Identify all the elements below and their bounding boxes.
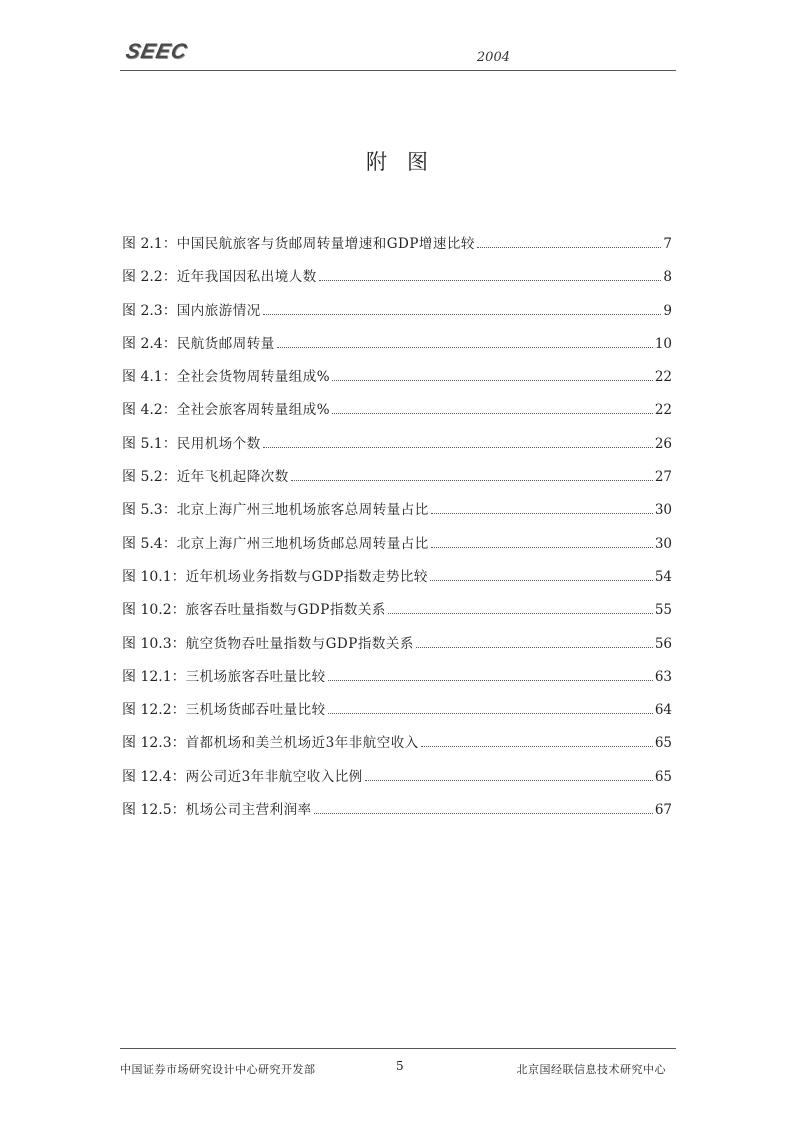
dot-leader	[263, 314, 662, 315]
figure-label: 图 12.5：	[122, 802, 186, 819]
figure-title: 中国民航旅客与货邮周转量增速和GDP增速比较	[176, 236, 475, 252]
figure-label: 图 5.2：	[122, 469, 177, 486]
figure-page-number: 7	[663, 236, 672, 252]
toc-entry[interactable]	[122, 232, 672, 265]
figure-label: 图 4.2：	[122, 402, 177, 419]
figure-title: 航空货物吞吐量指数与GDP指数关系	[185, 635, 414, 652]
figure-label: 图 5.1：	[122, 435, 177, 452]
dot-leader	[431, 547, 653, 548]
header-year: 2004	[476, 50, 510, 65]
figure-label: 图 2.1：	[122, 236, 177, 252]
page-title	[0, 146, 794, 176]
toc-entry[interactable]	[122, 332, 672, 365]
figure-page-number: 22	[654, 402, 672, 419]
toc-entry[interactable]	[122, 299, 672, 332]
toc-entry[interactable]	[122, 432, 672, 465]
figure-label: 图 12.2：	[122, 702, 186, 719]
dot-leader	[388, 613, 653, 614]
figure-page-number: 67	[654, 802, 672, 819]
figure-title: 首都机场和美兰机场近3年非航空收入	[185, 735, 419, 752]
figure-page-number: 55	[654, 602, 672, 619]
figure-title: 旅客吞吐量指数与GDP指数关系	[185, 602, 386, 619]
figure-page-number: 30	[654, 535, 672, 552]
toc-entry[interactable]	[122, 565, 672, 598]
figure-label: 图 12.1：	[122, 668, 186, 685]
figure-page-number: 54	[654, 568, 672, 585]
figure-page-number: 10	[654, 335, 672, 352]
dot-leader	[477, 247, 661, 248]
toc-entry[interactable]	[122, 498, 672, 531]
page-number: 5	[396, 1059, 404, 1073]
toc-entry[interactable]	[122, 265, 672, 298]
toc-entry[interactable]	[122, 765, 672, 798]
seec-logo: SEEC	[123, 40, 190, 63]
figure-label: 图 2.2：	[122, 269, 177, 286]
dot-leader	[332, 380, 653, 381]
toc-entry[interactable]	[122, 465, 672, 498]
figure-label: 图 5.3：	[122, 502, 177, 519]
figure-label: 图 12.3：	[122, 735, 186, 752]
dot-leader	[431, 513, 653, 514]
figure-page-number: 65	[654, 735, 672, 752]
toc-entry[interactable]	[122, 632, 672, 665]
figure-title: 全社会货物周转量组成%	[176, 369, 331, 386]
dot-leader	[421, 746, 653, 747]
dot-leader	[319, 280, 662, 281]
figure-title: 民用机场个数	[176, 435, 261, 452]
figure-page-number: 27	[654, 469, 672, 486]
footer-organization: 中国证券市场研究设计中心研究开发部	[120, 1063, 316, 1076]
toc-entry[interactable]	[122, 598, 672, 631]
figure-title: 两公司近3年非航空收入比例	[185, 768, 363, 785]
figure-label: 图 10.2：	[122, 602, 186, 619]
dot-leader	[365, 780, 653, 781]
figure-page-number: 22	[654, 369, 672, 386]
dot-leader	[291, 480, 653, 481]
toc-entry[interactable]	[122, 665, 672, 698]
figure-title: 近年我国因私出境人数	[176, 269, 317, 286]
figure-page-number: 30	[654, 502, 672, 519]
figure-title: 北京上海广州三地机场货邮总周转量占比	[176, 535, 429, 552]
figure-page-number: 8	[663, 269, 672, 286]
toc-entry[interactable]	[122, 532, 672, 565]
figure-label: 图 10.3：	[122, 635, 186, 652]
figure-label: 图 2.4：	[122, 335, 177, 352]
figure-label: 图 4.1：	[122, 369, 177, 386]
title-char-2: 图	[407, 150, 428, 174]
dot-leader	[328, 680, 653, 681]
figure-label: 图 12.4：	[122, 768, 186, 785]
figure-page-number: 9	[663, 302, 672, 319]
dot-leader	[263, 447, 653, 448]
toc-entry[interactable]	[122, 798, 672, 831]
toc-entry[interactable]	[122, 398, 672, 431]
figure-list	[122, 232, 672, 831]
page-footer	[120, 1048, 676, 1079]
figure-title: 国内旅游情况	[176, 302, 261, 319]
figure-title: 民航货邮周转量	[176, 335, 275, 352]
figure-title: 机场公司主营利润率	[185, 802, 312, 819]
figure-page-number: 26	[654, 435, 672, 452]
figure-page-number: 65	[654, 768, 672, 785]
figure-page-number: 63	[654, 668, 672, 685]
figure-label: 图 2.3：	[122, 302, 177, 319]
figure-title: 三机场货邮吞吐量比较	[185, 702, 326, 719]
figure-title: 三机场旅客吞吐量比较	[185, 668, 326, 685]
dot-leader	[277, 347, 653, 348]
figure-title: 近年飞机起降次数	[176, 469, 289, 486]
title-char-1: 附	[366, 150, 387, 174]
figure-label: 图 5.4：	[122, 535, 177, 552]
figure-title: 北京上海广州三地机场旅客总周转量占比	[176, 502, 429, 519]
figure-page-number: 56	[654, 635, 672, 652]
figure-label: 图 10.1：	[122, 568, 186, 585]
toc-entry[interactable]	[122, 365, 672, 398]
dot-leader	[328, 713, 653, 714]
dot-leader	[430, 580, 653, 581]
dot-leader	[416, 647, 653, 648]
dot-leader	[314, 813, 653, 814]
dot-leader	[332, 413, 653, 414]
toc-entry[interactable]	[122, 698, 672, 731]
figure-title: 近年机场业务指数与GDP指数走势比较	[185, 568, 428, 585]
page-header	[120, 38, 676, 71]
toc-entry[interactable]	[122, 731, 672, 764]
figure-page-number: 64	[654, 702, 672, 719]
figure-title: 全社会旅客周转量组成%	[176, 402, 331, 419]
footer-institute: 北京国经联信息技术研究中心	[516, 1063, 666, 1076]
